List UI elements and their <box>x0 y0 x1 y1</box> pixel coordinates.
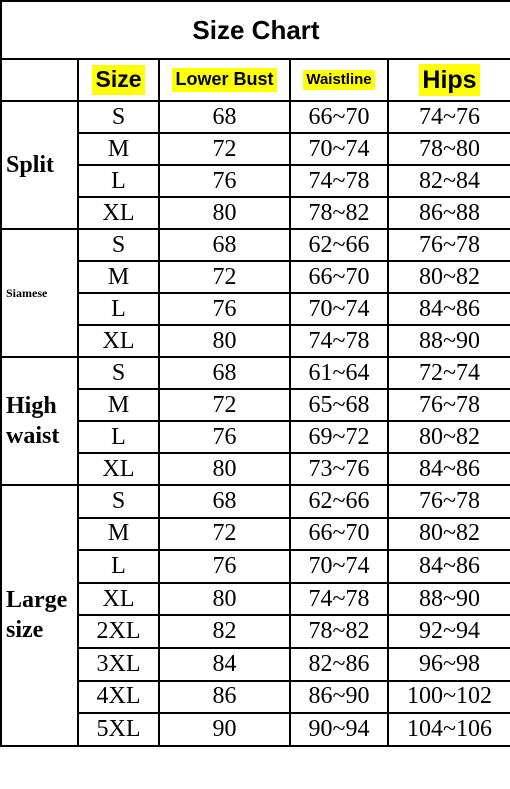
cell-waistline: 73~76 <box>290 453 388 485</box>
cell-lower-bust: 76 <box>159 165 290 197</box>
table-row <box>1 583 510 616</box>
table-row <box>1 453 510 485</box>
cell-size: 5XL <box>78 713 159 746</box>
cell-size: M <box>78 261 159 293</box>
cell-hips: 84~86 <box>388 293 510 325</box>
cell-hips: 76~78 <box>388 485 510 518</box>
table-row <box>1 133 510 165</box>
cell-waistline: 78~82 <box>290 197 388 229</box>
cell-lower-bust: 80 <box>159 197 290 229</box>
cell-waistline: 62~66 <box>290 485 388 518</box>
cell-size: XL <box>78 453 159 485</box>
cell-hips: 74~76 <box>388 101 510 133</box>
cell-lower-bust: 84 <box>159 648 290 681</box>
cell-lower-bust: 72 <box>159 389 290 421</box>
cell-size: L <box>78 165 159 197</box>
table-row <box>1 681 510 714</box>
cell-waistline: 65~68 <box>290 389 388 421</box>
cell-size: XL <box>78 325 159 357</box>
table-row <box>1 421 510 453</box>
cell-hips: 92~94 <box>388 615 510 648</box>
cell-waistline: 74~78 <box>290 325 388 357</box>
table-row <box>1 485 510 518</box>
cell-size: 3XL <box>78 648 159 681</box>
cell-waistline: 78~82 <box>290 615 388 648</box>
cell-waistline: 90~94 <box>290 713 388 746</box>
cell-size: M <box>78 133 159 165</box>
cell-lower-bust: 68 <box>159 357 290 389</box>
cell-hips: 82~84 <box>388 165 510 197</box>
group-label: Siamese <box>1 229 78 357</box>
cell-hips: 88~90 <box>388 325 510 357</box>
header-waistline-label: Waistline <box>303 70 374 90</box>
cell-size: M <box>78 389 159 421</box>
table-row <box>1 325 510 357</box>
table-row <box>1 101 510 133</box>
cell-hips: 80~82 <box>388 261 510 293</box>
cell-hips: 80~82 <box>388 518 510 551</box>
group-label: Large size <box>1 485 78 746</box>
header-lower-bust <box>159 59 290 101</box>
cell-hips: 84~86 <box>388 453 510 485</box>
table-row <box>1 165 510 197</box>
cell-lower-bust: 72 <box>159 518 290 551</box>
cell-hips: 96~98 <box>388 648 510 681</box>
chart-title: Size Chart <box>1 1 510 59</box>
header-corner-cell <box>1 59 78 101</box>
cell-size: S <box>78 357 159 389</box>
table-row <box>1 518 510 551</box>
cell-size: L <box>78 421 159 453</box>
cell-size: S <box>78 485 159 518</box>
cell-size: XL <box>78 583 159 616</box>
cell-waistline: 70~74 <box>290 293 388 325</box>
group-label: High waist <box>1 357 78 485</box>
header-hips-label: Hips <box>419 64 479 96</box>
cell-size: S <box>78 101 159 133</box>
cell-waistline: 74~78 <box>290 583 388 616</box>
table-row <box>1 648 510 681</box>
cell-hips: 100~102 <box>388 681 510 714</box>
header-size <box>78 59 159 101</box>
header-size-label: Size <box>92 65 144 95</box>
header-row <box>1 59 510 101</box>
table-row <box>1 389 510 421</box>
cell-waistline: 66~70 <box>290 261 388 293</box>
cell-hips: 80~82 <box>388 421 510 453</box>
table-row <box>1 229 510 261</box>
cell-hips: 84~86 <box>388 550 510 583</box>
cell-waistline: 62~66 <box>290 229 388 261</box>
cell-size: XL <box>78 197 159 229</box>
cell-hips: 104~106 <box>388 713 510 746</box>
table-row <box>1 713 510 746</box>
cell-waistline: 74~78 <box>290 165 388 197</box>
cell-lower-bust: 82 <box>159 615 290 648</box>
cell-waistline: 70~74 <box>290 550 388 583</box>
cell-hips: 76~78 <box>388 229 510 261</box>
cell-waistline: 61~64 <box>290 357 388 389</box>
cell-hips: 76~78 <box>388 389 510 421</box>
cell-waistline: 69~72 <box>290 421 388 453</box>
cell-size: 2XL <box>78 615 159 648</box>
cell-size: L <box>78 550 159 583</box>
table-row <box>1 197 510 229</box>
cell-hips: 78~80 <box>388 133 510 165</box>
cell-lower-bust: 68 <box>159 101 290 133</box>
table-row <box>1 293 510 325</box>
cell-lower-bust: 76 <box>159 293 290 325</box>
cell-lower-bust: 80 <box>159 583 290 616</box>
cell-lower-bust: 80 <box>159 325 290 357</box>
cell-size: M <box>78 518 159 551</box>
cell-lower-bust: 86 <box>159 681 290 714</box>
cell-hips: 86~88 <box>388 197 510 229</box>
cell-waistline: 82~86 <box>290 648 388 681</box>
header-lower-bust-label: Lower Bust <box>172 68 276 92</box>
cell-lower-bust: 76 <box>159 550 290 583</box>
cell-waistline: 66~70 <box>290 101 388 133</box>
table-row <box>1 615 510 648</box>
table-row <box>1 357 510 389</box>
header-hips <box>388 59 510 101</box>
cell-size: 4XL <box>78 681 159 714</box>
cell-waistline: 70~74 <box>290 133 388 165</box>
cell-lower-bust: 80 <box>159 453 290 485</box>
table-row <box>1 261 510 293</box>
header-waistline <box>290 59 388 101</box>
cell-hips: 88~90 <box>388 583 510 616</box>
cell-lower-bust: 68 <box>159 229 290 261</box>
cell-waistline: 86~90 <box>290 681 388 714</box>
cell-lower-bust: 90 <box>159 713 290 746</box>
cell-lower-bust: 76 <box>159 421 290 453</box>
cell-hips: 72~74 <box>388 357 510 389</box>
cell-waistline: 66~70 <box>290 518 388 551</box>
group-label: Split <box>1 101 78 229</box>
cell-lower-bust: 72 <box>159 261 290 293</box>
cell-size: L <box>78 293 159 325</box>
cell-lower-bust: 72 <box>159 133 290 165</box>
cell-size: S <box>78 229 159 261</box>
table-row <box>1 550 510 583</box>
cell-lower-bust: 68 <box>159 485 290 518</box>
